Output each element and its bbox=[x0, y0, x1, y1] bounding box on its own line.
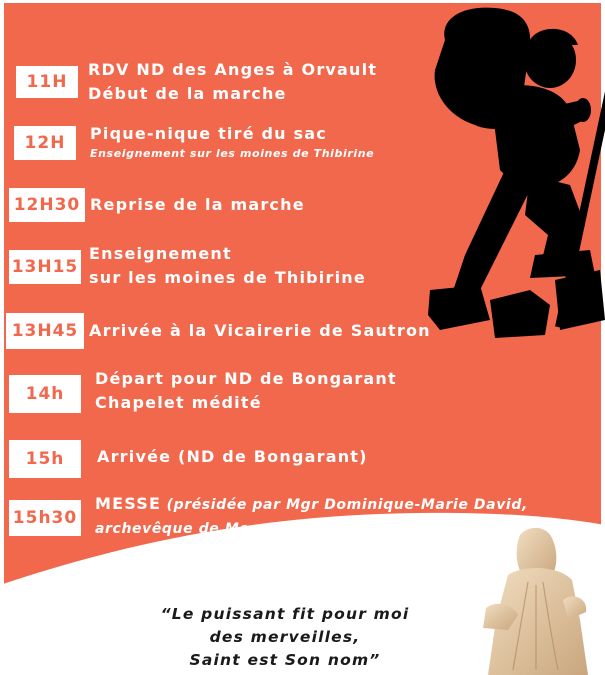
time-badge: 12H30 bbox=[9, 188, 85, 222]
time-badge: 14h bbox=[9, 375, 81, 413]
schedule-text bbox=[90, 193, 305, 217]
schedule-line1 bbox=[95, 492, 528, 517]
schedule-text bbox=[90, 122, 374, 162]
schedule-line1: Pique-nique tiré du sac bbox=[90, 124, 327, 143]
time-badge: 13H45 bbox=[6, 313, 84, 349]
schedule-line2: Chapelet médité bbox=[95, 393, 262, 412]
schedule-line2: Enseignement sur les moines de Thibirine bbox=[90, 147, 375, 160]
messe-label: MESSE bbox=[95, 494, 162, 513]
virgin-mary-statue-icon bbox=[468, 520, 605, 675]
quote-line3: Saint est Son nom” bbox=[189, 651, 381, 669]
schedule-text bbox=[95, 367, 397, 415]
schedule-line1: Arrivée à la Vicairerie de Sautron bbox=[89, 321, 431, 340]
quote-block bbox=[120, 603, 450, 672]
time-badge: 15h30 bbox=[9, 500, 81, 536]
schedule-line2: Début de la marche bbox=[88, 84, 287, 103]
schedule-text bbox=[89, 319, 431, 343]
schedule-line1: RDV ND des Anges à Orvault bbox=[88, 60, 378, 79]
quote-line1: “Le puissant fit pour moi bbox=[160, 605, 410, 623]
schedule-line1: Reprise de la marche bbox=[90, 195, 305, 214]
schedule-text bbox=[97, 445, 368, 469]
time-badge: 11H bbox=[16, 66, 78, 98]
time-badge: 15h bbox=[9, 440, 81, 478]
schedule-line1: Départ pour ND de Bongarant bbox=[95, 369, 397, 388]
time-badge: 13H15 bbox=[9, 250, 81, 284]
time-badge: 12H bbox=[14, 126, 76, 160]
schedule-line2: archevêque de Monaco) bbox=[95, 521, 297, 537]
messe-celebrant: (présidée par Mgr Dominique-Marie David, bbox=[161, 497, 528, 513]
schedule-text bbox=[89, 242, 366, 290]
schedule-line1: Enseignement bbox=[89, 244, 232, 263]
quote-line2: des merveilles, bbox=[209, 628, 361, 646]
schedule-line2: sur les moines de Thibirine bbox=[89, 268, 366, 287]
schedule-line1: Arrivée (ND de Bongarant) bbox=[97, 447, 368, 466]
schedule-text bbox=[88, 58, 377, 106]
schedule-text bbox=[95, 492, 528, 541]
hiker-silhouette-icon bbox=[420, 0, 605, 340]
